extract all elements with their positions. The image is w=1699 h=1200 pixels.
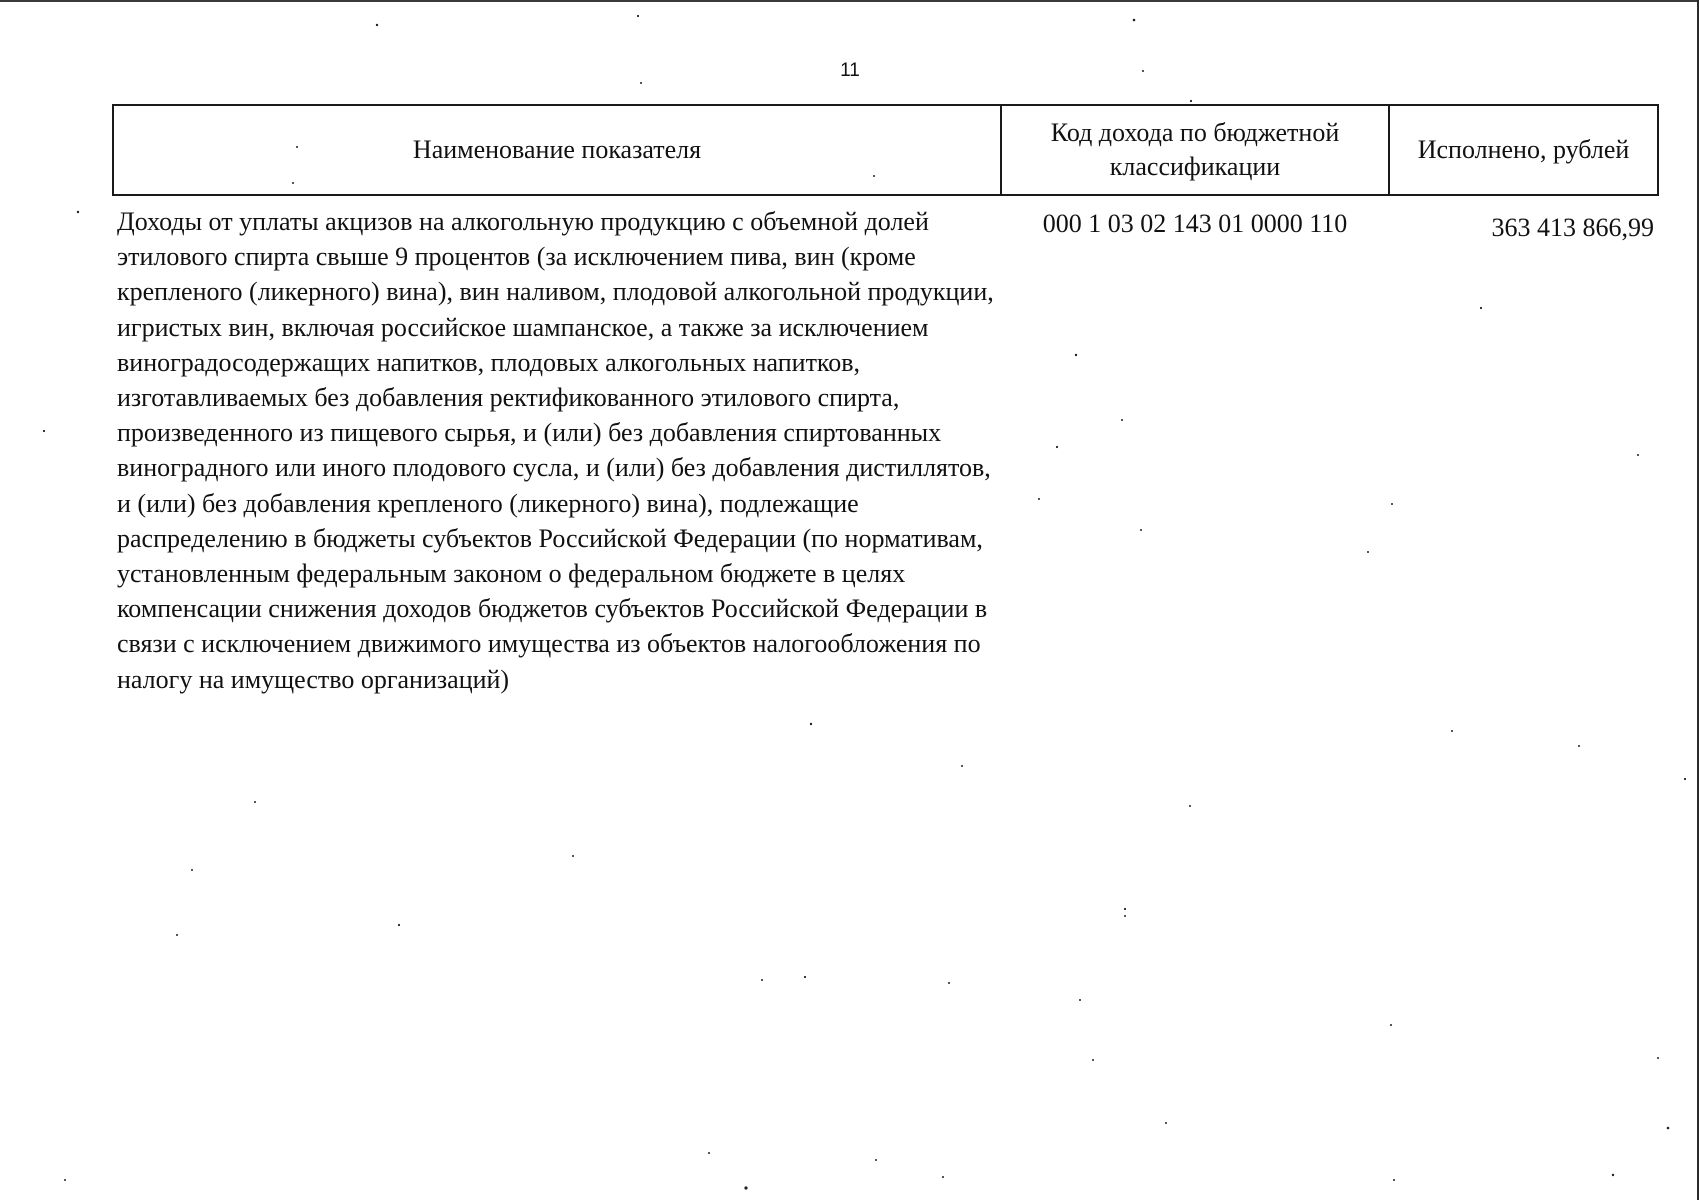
table-row — [113, 195, 1658, 697]
header-executed-amount: Исполнено, рублей — [1389, 105, 1658, 195]
page-number: 11 — [840, 60, 860, 81]
row-indicator-name: Доходы от уплаты акцизов на алкогольную продукцию с объемной долей этилового спирта свыше 9 процентов (за исключением пива, вин (кроме крепленого (ликерного) вина), вин наливом, плодовой алкогольной продукции, игристых вин, включая российское шампанское, а также за исключением виноградосодержащих напитков, плодовых алкогольных напитков, изготавливаемых без добавления ректификованного этилового спирта, произведенного из пищевого сырья, и (или) без добавления спиртованных виноградного или иного плодового сусла, и (или) без добавления дистиллятов, и (или) без добавления крепленого (ликерного) вина), подлежащие распределению в бюджеты субъектов Российской Федерации (по нормативам, установленным федеральным законом о федеральном бюджете в целях компенсации снижения доходов бюджетов субъектов Российской Федерации в связи с исключением движимого имущества из объектов налогообложения по налогу на имущество организаций) — [117, 207, 994, 694]
row-executed-amount: 363 413 866,99 — [1491, 213, 1654, 242]
header-revenue-code: Код дохода по бюджетной классификации — [1001, 105, 1389, 195]
scan-border-top — [0, 0, 1699, 2]
revenue-report-table — [112, 104, 1659, 697]
header-indicator-name: Наименование показателя — [113, 105, 1001, 195]
table-header-row — [113, 105, 1658, 195]
row-revenue-code: 000 1 03 02 143 01 0000 110 — [1042, 209, 1348, 238]
